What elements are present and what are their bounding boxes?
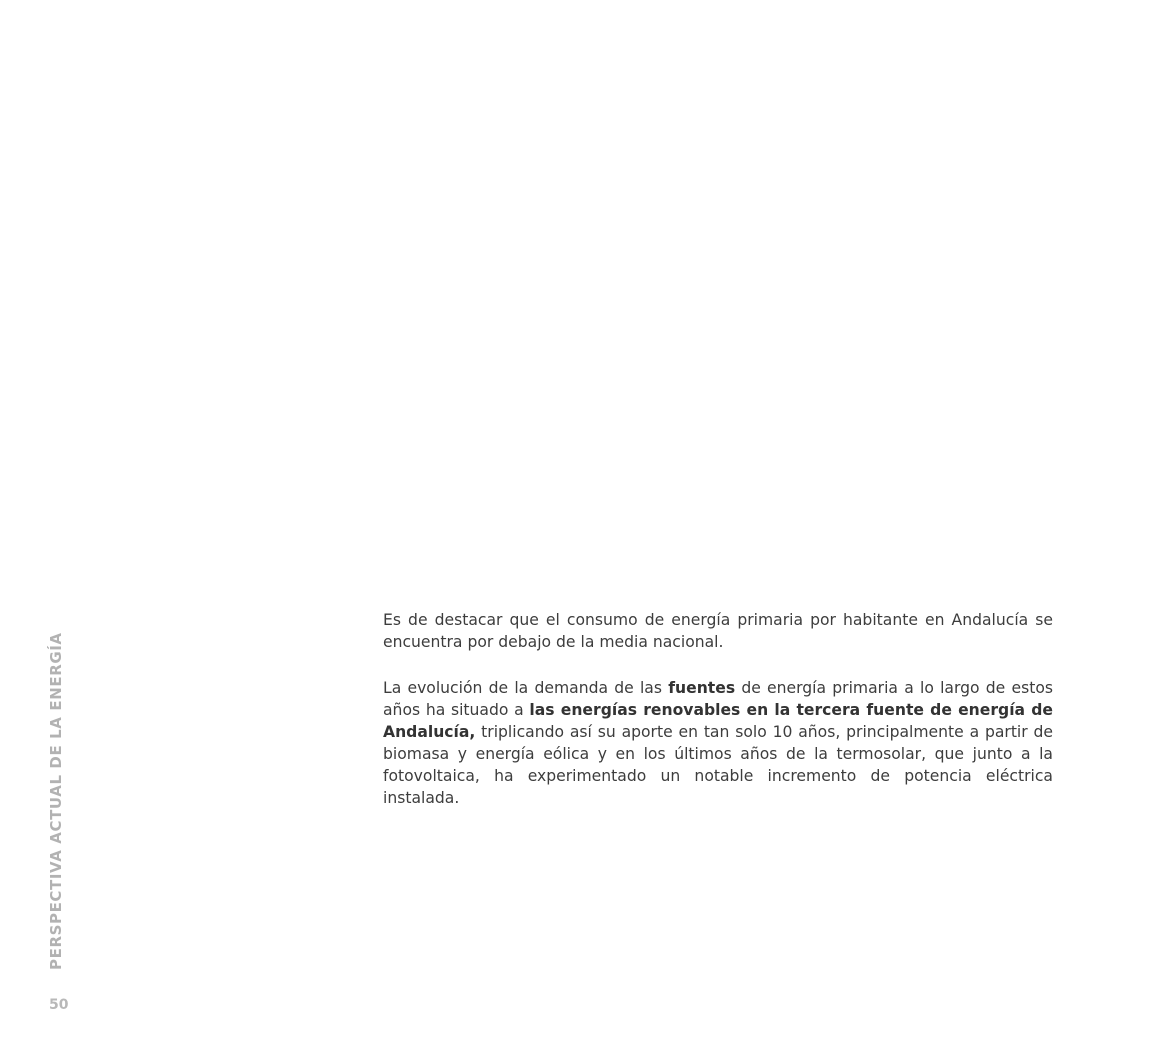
text-segment: Es de destacar que el consumo de energía primaria por habitante en Andalucía se encuentra por debajo de la media nacional. xyxy=(383,611,1053,651)
paragraph-consumption xyxy=(383,609,1053,653)
section-title-vertical: PERSPECTIVA ACTUAL DE LA ENERGÍA xyxy=(47,632,65,970)
text-segment: de energía primaria a lo largo de estos años ha situado a xyxy=(383,679,1054,719)
text-segment: triplicando así su aporte en tan solo 10 años, principalmente a partir de biomasa y energía eólica y en los últimos años de la termosolar, que junto a la fotovoltaica, ha experimentado un notable incremento de potencia eléctrica instalada. xyxy=(383,723,1053,807)
body-text xyxy=(383,609,1053,833)
page-number: 50 xyxy=(49,997,69,1013)
text-segment-bold: las energías renovables en la tercera fuente de energía de Andalucía, xyxy=(383,701,1053,741)
text-segment-bold: fuentes xyxy=(668,679,736,697)
paragraph-evolution xyxy=(383,677,1053,809)
text-segment: La evolución de la demanda de las xyxy=(383,679,669,697)
